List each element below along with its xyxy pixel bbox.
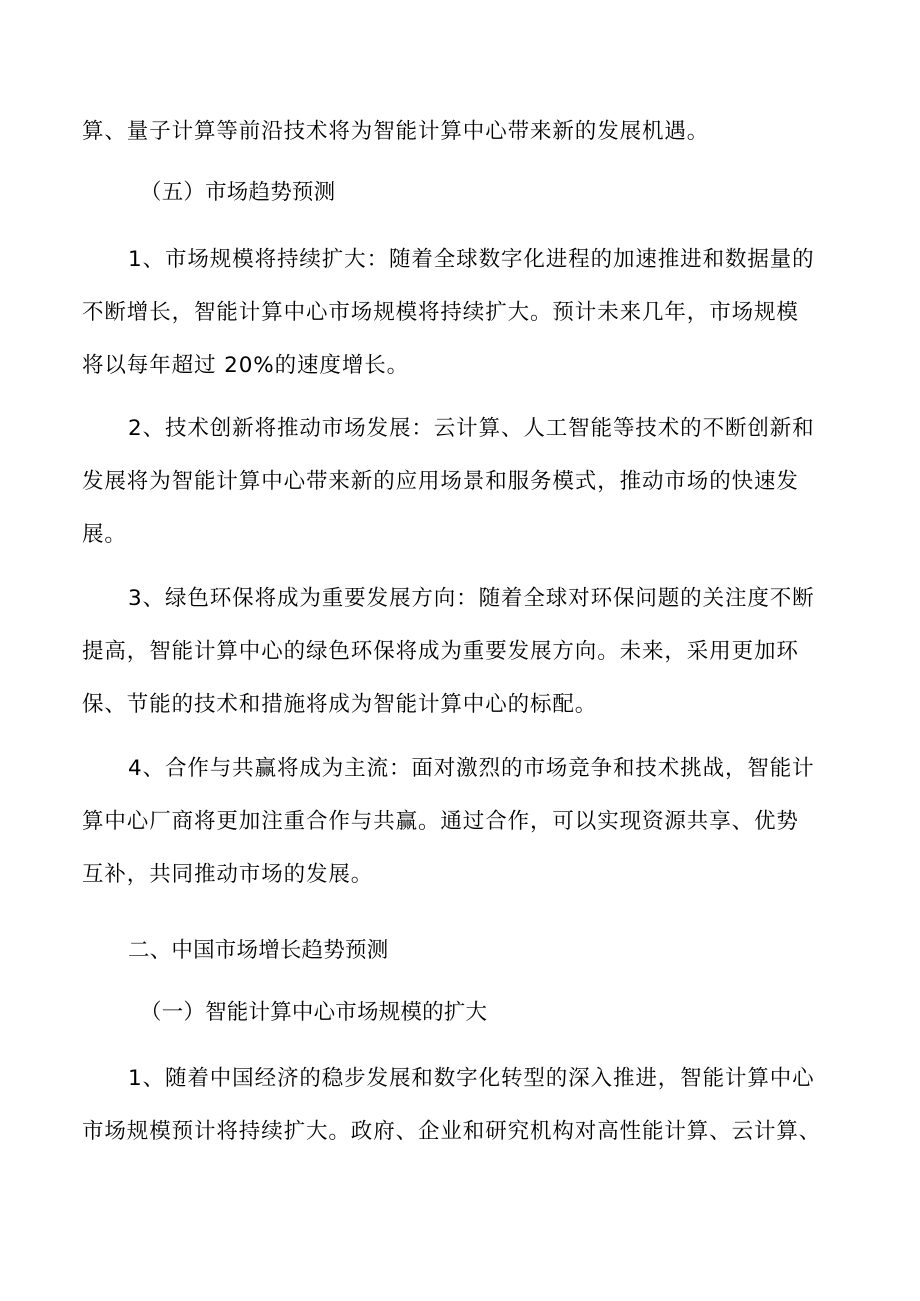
paragraph-line: 保、节能的技术和措施将成为智能计算中心的标配。: [82, 692, 598, 717]
paragraph-line: 市场规模预计将持续扩大。政府、企业和研究机构对高性能计算、云计算、: [82, 1119, 822, 1144]
section-heading: （五）市场趋势预测: [140, 180, 336, 205]
chapter-heading: 二、中国市场增长趋势预测: [128, 938, 389, 963]
section-heading: （一）智能计算中心市场规模的扩大: [140, 1000, 488, 1025]
paragraph-line: 发展将为智能计算中心带来新的应用场景和服务模式，推动市场的快速发: [82, 469, 799, 494]
paragraph-line: 1、市场规模将持续扩大：随着全球数字化进程的加速推进和数据量的: [128, 247, 815, 272]
paragraph-line: 展。: [82, 522, 127, 547]
paragraph-line: 1、随着中国经济的稳步发展和数字化转型的深入推进，智能计算中心: [128, 1066, 815, 1091]
paragraph-line: 算、量子计算等前沿技术将为智能计算中心带来新的发展机遇。: [82, 119, 710, 144]
paragraph-line: 不断增长，智能计算中心市场规模将持续扩大。预计未来几年，市场规模: [82, 300, 799, 325]
paragraph-line: 3、绿色环保将成为重要发展方向：随着全球对环保问题的关注度不断: [128, 586, 815, 611]
paragraph-line: 互补，共同推动市场的发展。: [82, 862, 374, 887]
paragraph-line: 4、合作与共赢将成为主流：面对激烈的市场竞争和技术挑战，智能计: [128, 756, 815, 781]
paragraph-line: 2、技术创新将推动市场发展：云计算、人工智能等技术的不断创新和: [128, 416, 815, 441]
paragraph-line: 提高，智能计算中心的绿色环保将成为重要发展方向。未来，采用更加环: [82, 639, 799, 664]
paragraph-line: 将以每年超过 20%的速度增长。: [82, 353, 410, 378]
paragraph-line: 算中心厂商将更加注重合作与共赢。通过合作，可以实现资源共享、优势: [82, 809, 799, 834]
